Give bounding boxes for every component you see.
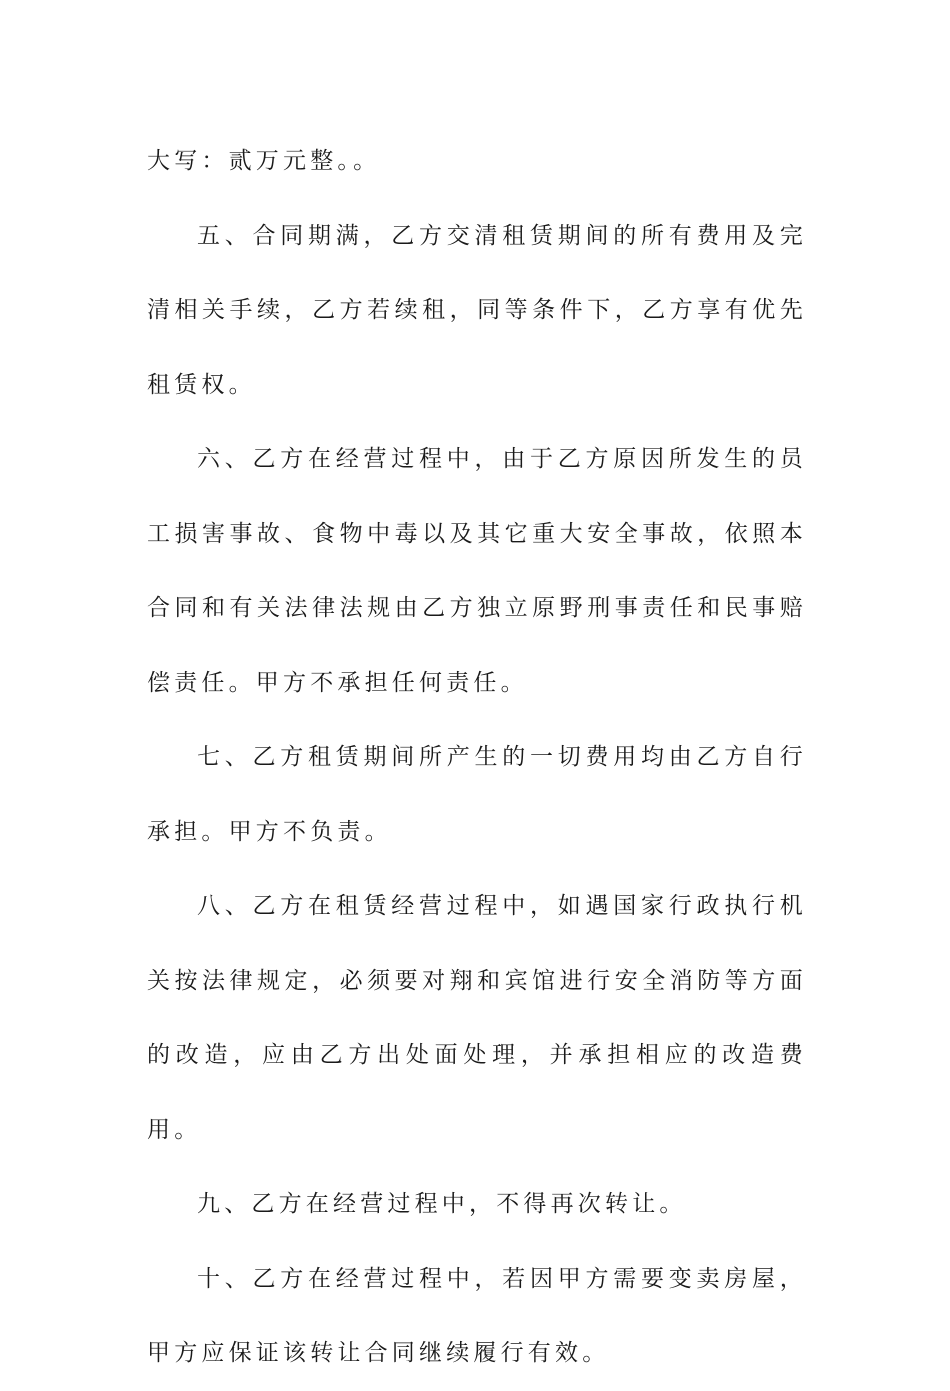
paragraph-clause-7: 七、乙方租赁期间所产生的一切费用均由乙方自行承担。甲方不负责。 — [147, 744, 807, 845]
paragraph-clause-8: 八、乙方在租赁经营过程中，如遇国家行政执行机关按法律规定，必须要对翔和宾馆进行安全消防等方面的改造，应由乙方出处面处理，并承担相应的改造费用。 — [147, 893, 807, 1143]
paragraph-clause-10: 十、乙方在经营过程中，若因甲方需要变卖房屋，甲方应保证该转让合同继续履行有效。 — [147, 1265, 807, 1366]
paragraph-clause-5: 五、合同期满，乙方交清租赁期间的所有费用及完清相关手续，乙方若续租，同等条件下，乙方享有优先租赁权。 — [147, 222, 807, 398]
paragraph-amount-in-words: 大写：贰万元整。。 — [147, 148, 381, 174]
paragraph-clause-6: 六、乙方在经营过程中，由于乙方原因所发生的员工损害事故、食物中毒以及其它重大安全事故，依照本合同和有关法律法规由乙方独立原野刑事责任和民事赔偿责任。甲方不承担任何责任。 — [147, 446, 807, 696]
paragraph-clause-9: 九、乙方在经营过程中，不得再次转让。 — [197, 1191, 687, 1217]
document-body — [147, 124, 807, 1391]
